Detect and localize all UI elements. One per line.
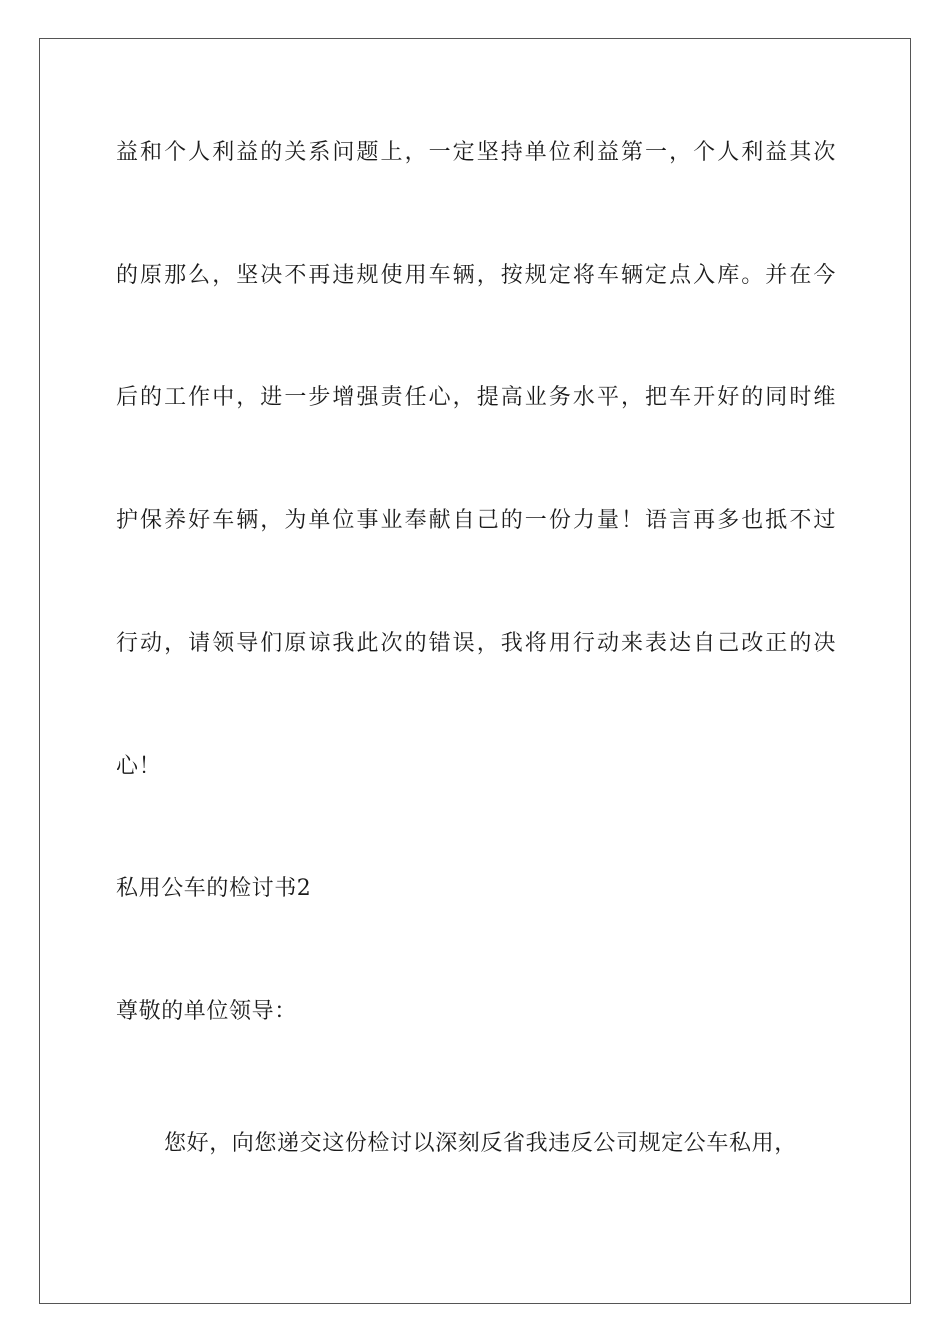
- body-text-paragraph-2-line-1: 您好，向您递交这份检讨以深刻反省我违反公司规定公车私用，: [164, 1131, 797, 1156]
- section-title: 私用公车的检讨书2: [116, 876, 312, 901]
- salutation: 尊敬的单位领导：: [116, 999, 297, 1024]
- body-text-line-5: 行动，请领导们原谅我此次的错误，我将用行动来表达自己改正的决: [116, 631, 836, 656]
- body-text-line-6: 心！: [116, 754, 162, 779]
- body-text-line-4: 护保养好车辆，为单位事业奉献自己的一份力量！语言再多也抵不过: [116, 508, 836, 533]
- body-text-line-3: 后的工作中，进一步增强责任心，提高业务水平，把车开好的同时维: [116, 385, 836, 410]
- body-text-line-2: 的原那么，坚决不再违规使用车辆，按规定将车辆定点入库。并在今: [116, 263, 836, 288]
- page-border: [39, 38, 911, 1304]
- body-text-line-1: 益和个人利益的关系问题上，一定坚持单位利益第一，个人利益其次: [116, 140, 836, 165]
